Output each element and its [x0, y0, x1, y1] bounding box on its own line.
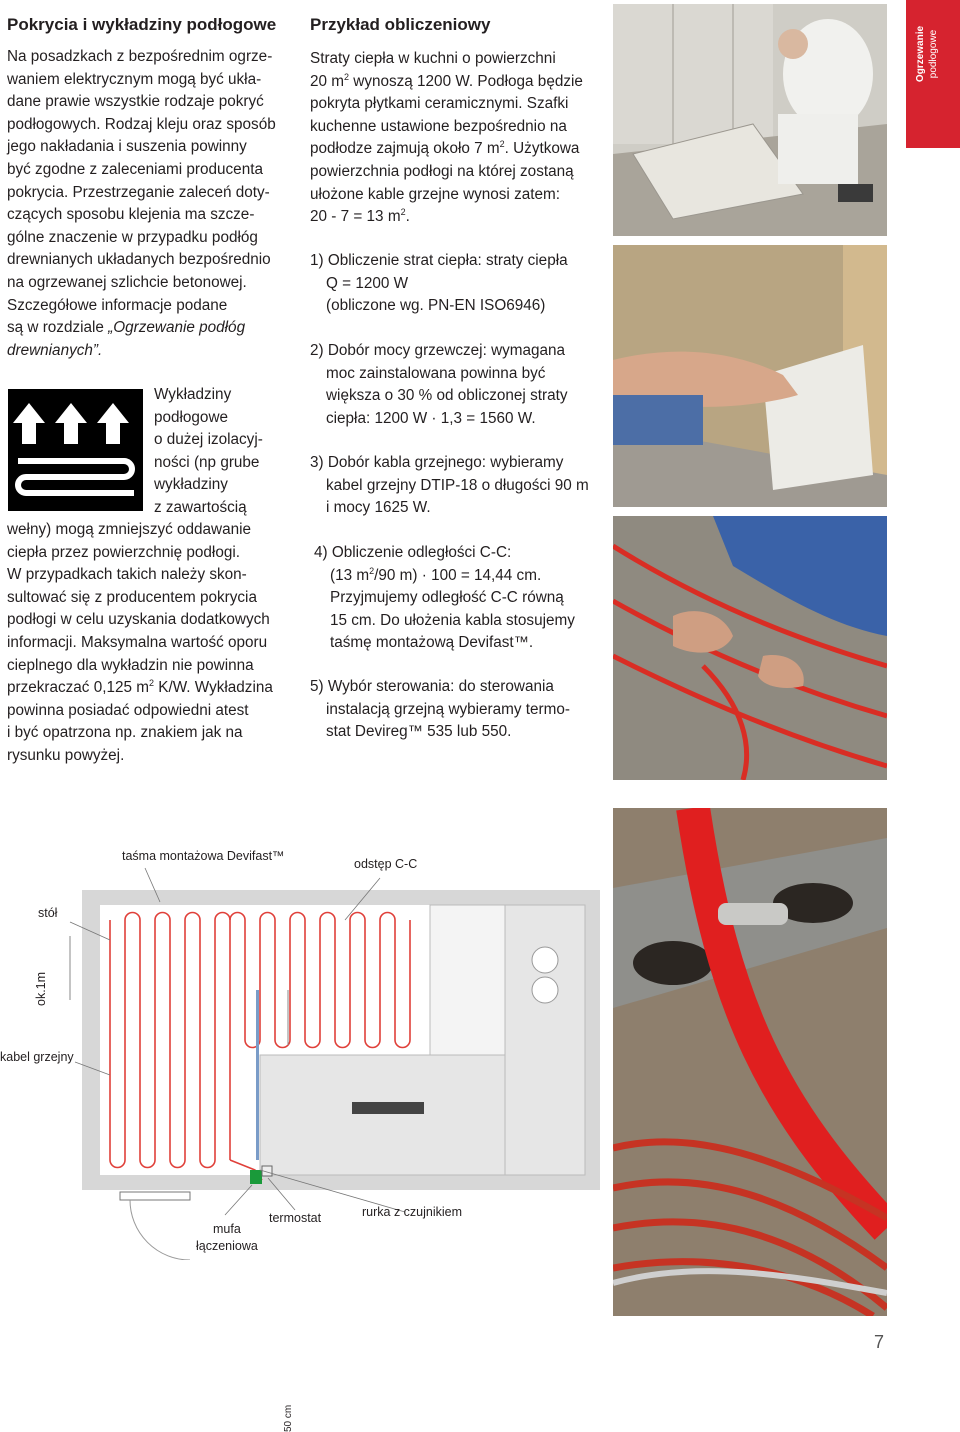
text-line: podłogowe [154, 408, 228, 426]
step-2: 2) Dobór mocy grzewczej: wymagana moc zainstalowana powinna być większa o 30 % od obliczonej straty ciepła: 1200 W · 1,3 = 1560 W. [310, 342, 568, 427]
photo-laying-heating-cable [613, 516, 887, 780]
text-line: gólne znaczenie w przypadku podłóg [7, 228, 258, 246]
text-line: ności (np grube [154, 453, 260, 471]
photo-hand-placing-board [613, 245, 887, 507]
chapter-reference: „Ogrzewanie podłóg [108, 319, 246, 337]
text-line: informacji. Maksymalna wartość oporu [7, 633, 268, 651]
text-line: wykładziny [154, 476, 228, 494]
text-line: sultować się z producentem pokrycia [7, 588, 257, 606]
chapter-tab-line-1: Ogrzewanie [915, 25, 926, 83]
text-line: jego nakładania i suszenia powinny [7, 138, 247, 156]
text-line: i być opatrzona np. znakiem jak na [7, 724, 243, 742]
step-5: 5) Wybór sterowania: do sterowania instalacją grzejną wybieramy termo- stat Devireg™ 535 lub 550. [310, 678, 570, 741]
chapter-reference-cont: drewnianych”. [7, 341, 103, 359]
page-number: 7 [874, 1332, 885, 1352]
text-line: o dużej izolacyj- [154, 431, 263, 449]
photo-cable-on-mounting-tape [613, 808, 887, 1316]
text-line: czących sposobu klejenia ma szcze- [7, 206, 255, 224]
text-line: waniem elektrycznym mogą być ukła- [7, 70, 262, 88]
text-line: są w rozdziale „Ogrzewanie podłóg [7, 319, 246, 337]
chapter-tab [906, 0, 960, 148]
label-joint-line-2: łączeniowa [196, 1239, 258, 1253]
left-paragraph-2 [7, 519, 273, 768]
text-line: dane prawie wszystkie rodzaje pokryć [7, 93, 264, 111]
step-3: 3) Dobór kabla grzejnego: wybieramy kabel grzejny DTIP-18 o długości 90 m i mocy 1625 W. [310, 454, 589, 517]
label-approx-1m: ok.1m [34, 971, 48, 1006]
text-line: cieplnego dla wykładzin nie powinna [7, 656, 254, 674]
left-heading: Pokrycia i wykładziny podłogowe [7, 15, 277, 34]
left-paragraph-2-beside-icon [154, 384, 263, 520]
floor-heating-symbol-icon [8, 389, 143, 511]
label-heating-cable: kabel grzejny [0, 1050, 74, 1064]
kitchen-floor-plan-diagram [0, 840, 600, 1432]
label-joint-line-1: mufa [213, 1222, 241, 1236]
example-intro: Straty ciepła w kuchni o powierzchni 20 $m^2$ wynoszą 1200 W. Podłoga będzie pokryta płytkami ceramicznymi. Szafki kuchenne ustawione bezpośrednio na podłodze zajmują około 7 $m^2$. Użytkowa powierzchnia podłogi na której zostaną ułożone kable grzejne wynosi zatem: 20 - 7 = 13 $m^2$. [310, 50, 583, 226]
label-thermostat: termostat [269, 1211, 322, 1225]
label-mounting-tape: taśma montażowa Devifast™ [122, 849, 285, 863]
text-line: ciepła przez powierzchnię podłogi. [7, 543, 240, 561]
text-line: W przypadkach takich należy skon- [7, 566, 247, 584]
text-line: Szczegółowe informacje podane [7, 296, 228, 314]
text-line: z zawartością [154, 498, 247, 516]
text-line: powinna posiadać odpowiedni atest [7, 701, 249, 719]
label-table: stół [38, 906, 58, 920]
text-line: wełny) mogą zmniejszyć oddawanie [7, 521, 252, 538]
step-4: 4) Obliczenie odległości C-C: (13 $m^2/90$ m) · 100 = 14,44 cm. Przyjmujemy odległość C-C równą 15 cm. Do ułożenia kabla stosujemy taśmę montażową Devifast™. [314, 544, 575, 652]
chapter-tab-line-2: podłogowe [928, 29, 939, 79]
label-50cm: 50 cm [283, 1404, 294, 1432]
left-paragraph-1 [7, 46, 276, 362]
photo-installer-laying-boards [613, 4, 887, 236]
label-cc-spacing: odstęp C-C [354, 857, 418, 871]
text-line: rysunku powyżej. [7, 746, 125, 764]
text-line: być zgodne z zaleceniami producenta [7, 160, 263, 178]
text-line: przekraczać 0,125 $m^2$ K/W. Wykładzina [7, 678, 273, 697]
label-sensor-tube: rurka z czujnikiem [362, 1205, 463, 1219]
text-line: Na posadzkach z bezpośrednim ogrze- [7, 48, 273, 65]
middle-heading: Przykład obliczeniowy [310, 15, 491, 34]
text-line: drewnianych układanych bezpośrednio [7, 251, 271, 269]
text-line: podłogowych. Rodzaj kleju oraz sposób [7, 115, 276, 133]
text-line: Wykładziny [154, 386, 232, 403]
text-line: pokrycia. Przestrzeganie zaleceń doty- [7, 183, 270, 201]
text-line: na ogrzewanej szlichcie betonowej. [7, 273, 247, 291]
text-line: podłogi w celu uzyskania dodatkowych [7, 611, 270, 629]
step-1: 1) Obliczenie strat ciepła: straty ciepła Q = 1200 W (obliczone wg. PN-EN ISO6946) [310, 252, 568, 315]
